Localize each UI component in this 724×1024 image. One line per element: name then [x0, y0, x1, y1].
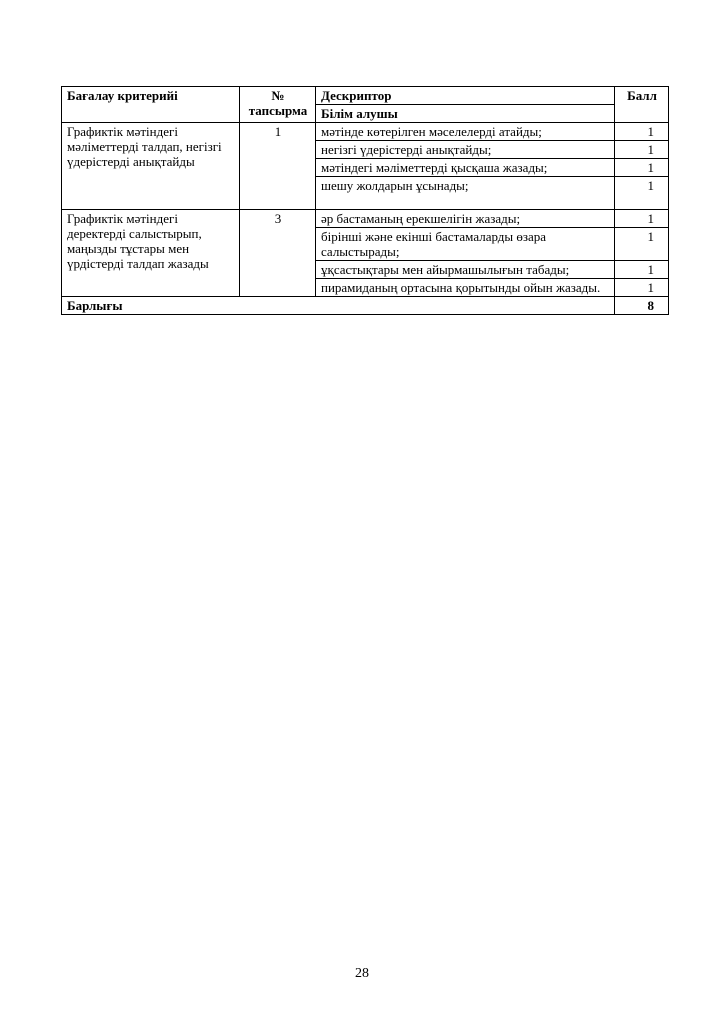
descriptor-cell: бірінші және екінші бастамаларды өзара салыстырады; [316, 228, 615, 261]
descriptor-cell: мәтіндегі мәліметтерді қысқаша жазады; [316, 159, 615, 177]
header-score: Балл [615, 87, 669, 123]
header-task [240, 87, 316, 123]
descriptor-cell: пирамиданың ортасына қорытынды ойын жазады. [316, 279, 615, 297]
score-cell: 1 [615, 141, 669, 159]
score-cell: 1 [615, 261, 669, 279]
total-label: Барлығы [62, 297, 615, 315]
header-task-label: тапсырма [248, 103, 308, 118]
descriptor-cell: ұқсастықтары мен айырмашылығын табады; [316, 261, 615, 279]
assessment-rubric-table [61, 86, 669, 315]
criterion-cell: Графиктік мәтіндегі мәліметтерді талдап, негізгі үдерістерді анықтайды [62, 123, 240, 210]
header-row [62, 87, 669, 105]
table-row [62, 210, 669, 228]
total-row [62, 297, 669, 315]
criterion-cell: Графиктік мәтіндегі деректерді салыстырып, маңызды тұстары мен үрдістерді талдап жазады [62, 210, 240, 297]
header-criterion: Бағалау критерийі [62, 87, 240, 123]
score-cell: 1 [615, 159, 669, 177]
score-cell: 1 [615, 279, 669, 297]
header-task-number-sign: № [271, 88, 285, 103]
descriptor-cell: шешу жолдарын ұсынады; [316, 177, 615, 210]
header-descriptor: Дескриптор [316, 87, 615, 105]
descriptor-cell: әр бастаманың ерекшелігін жазады; [316, 210, 615, 228]
task-number-cell: 3 [240, 210, 316, 297]
table-row [62, 123, 669, 141]
descriptor-cell: негізгі үдерістерді анықтайды; [316, 141, 615, 159]
descriptor-cell: мәтінде көтерілген мәселелерді атайды; [316, 123, 615, 141]
score-cell: 1 [615, 210, 669, 228]
header-learner: Білім алушы [316, 105, 615, 123]
score-cell: 1 [615, 177, 669, 210]
score-cell: 1 [615, 123, 669, 141]
task-number-cell: 1 [240, 123, 316, 210]
score-cell: 1 [615, 228, 669, 261]
total-score: 8 [615, 297, 669, 315]
page-number: 28 [355, 966, 369, 981]
